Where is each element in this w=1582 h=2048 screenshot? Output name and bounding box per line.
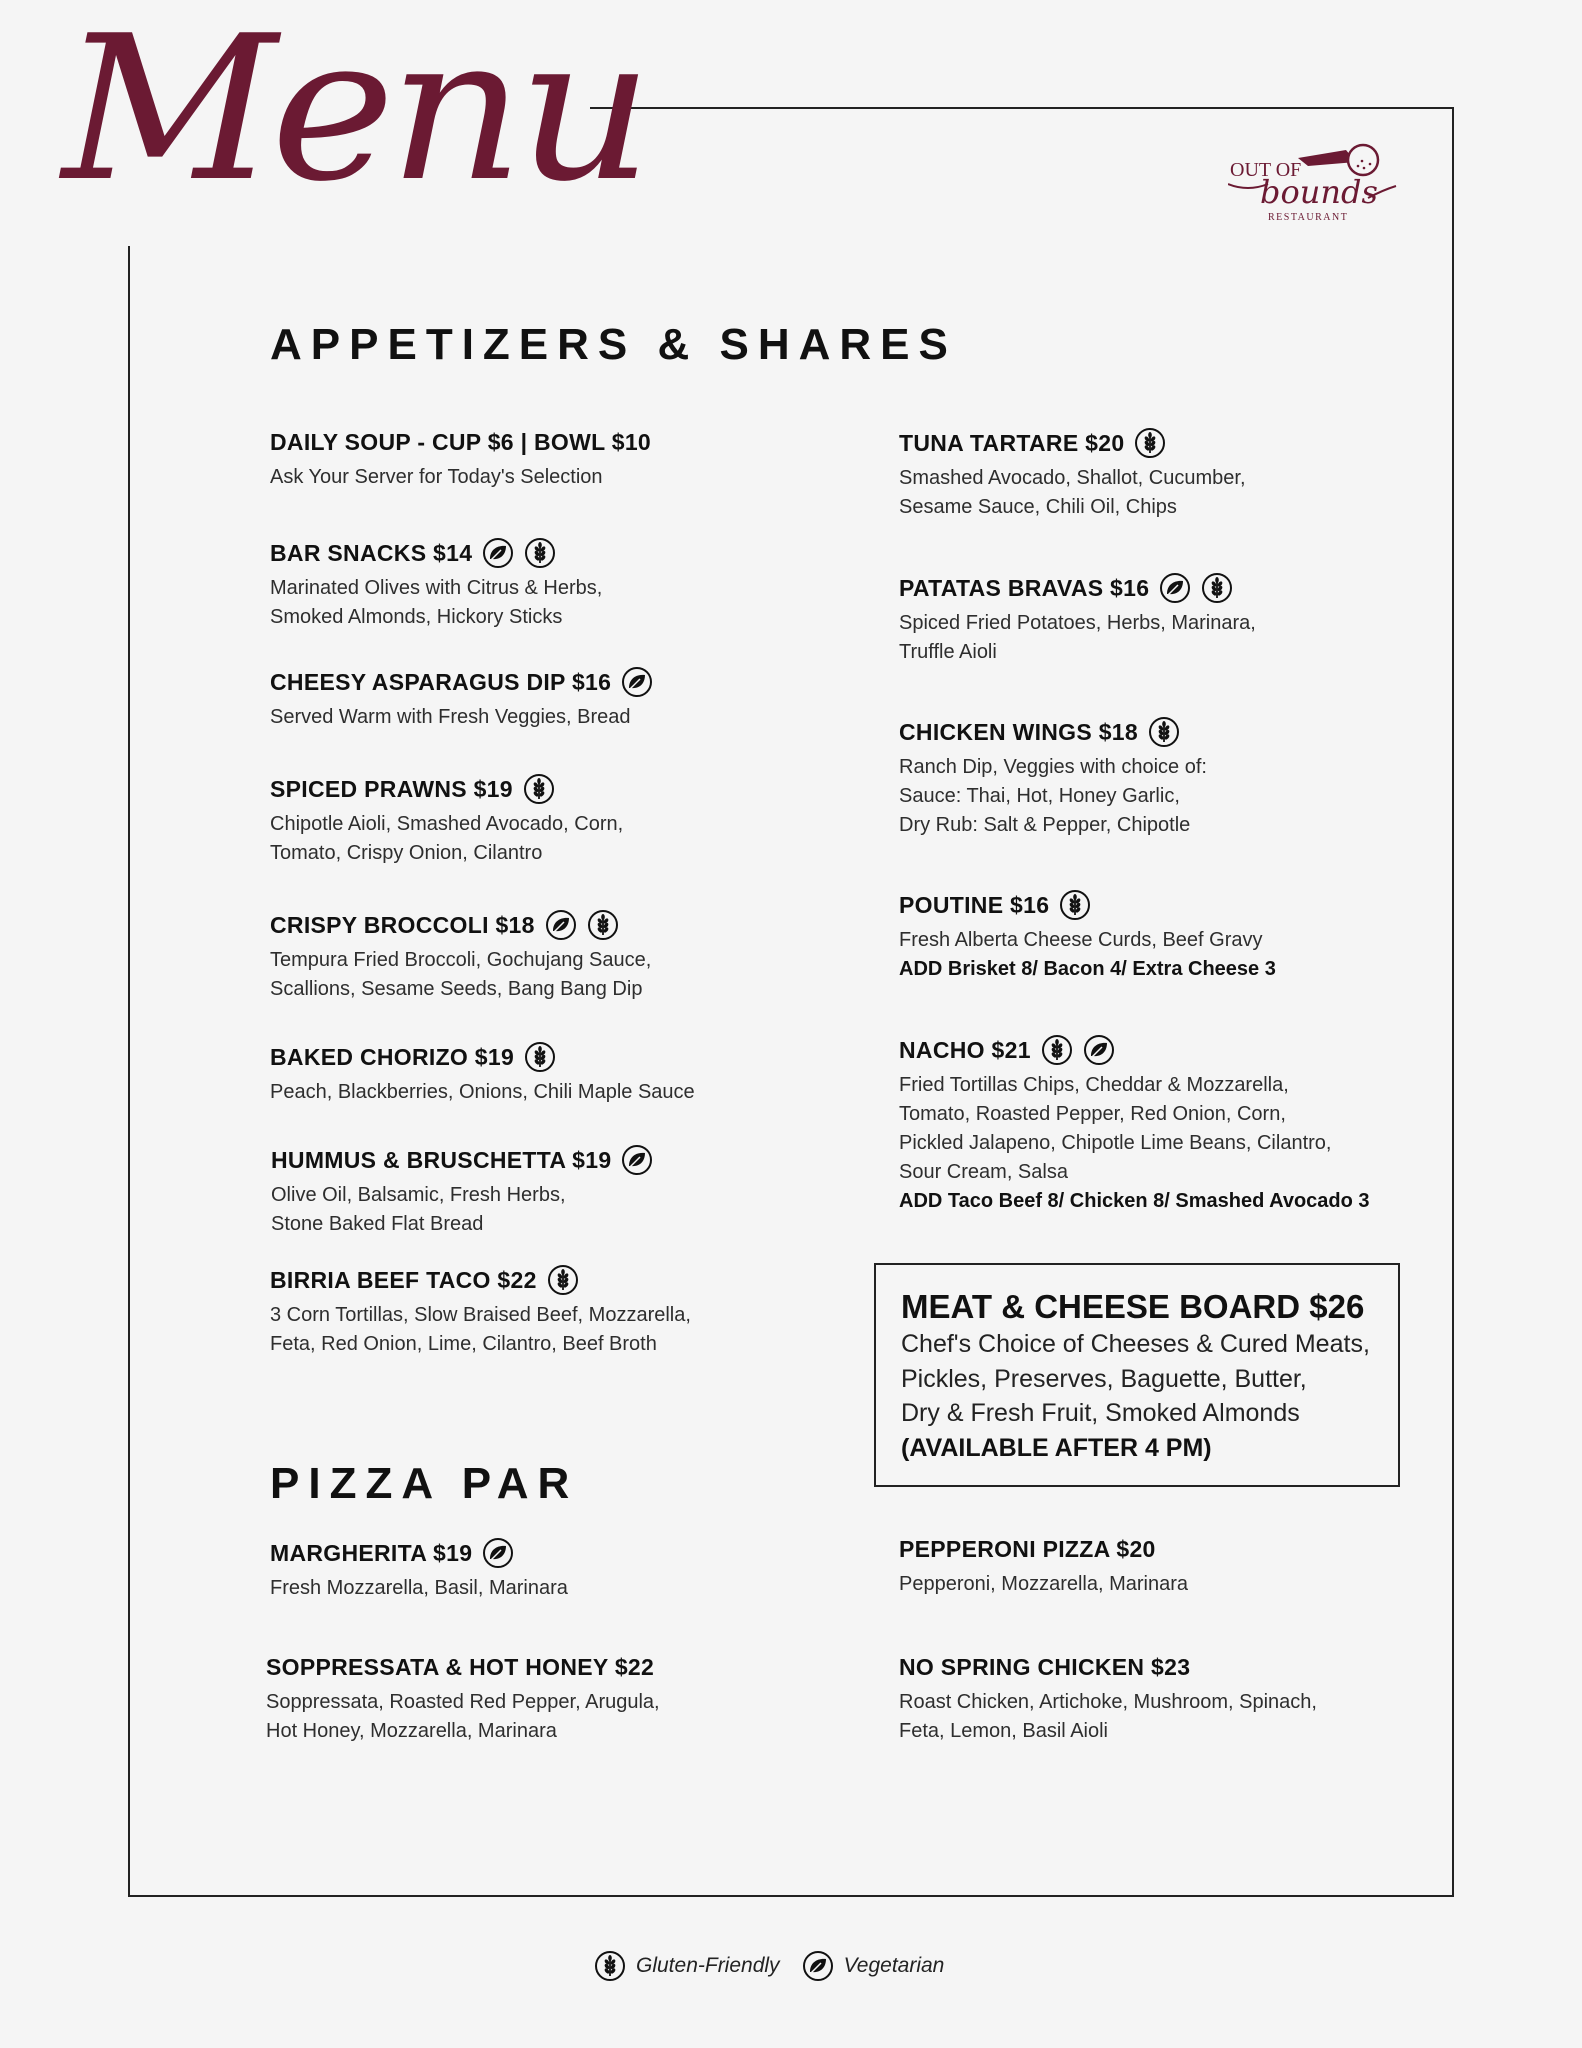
- menu-item-title: [899, 573, 1256, 603]
- vegetarian-icon: [545, 909, 577, 941]
- description-line: Pickled Jalapeno, Chipotle Lime Beans, Cilantro,: [899, 1132, 1332, 1154]
- appetizers-heading: APPETIZERS & SHARES: [270, 320, 957, 369]
- description-line: Chipotle Aioli, Smashed Avocado, Corn,: [270, 813, 624, 835]
- menu-item-name: HUMMUS & BRUSCHETTA $19: [271, 1147, 612, 1173]
- menu-item: [266, 1652, 660, 1746]
- frame-border-top: [590, 107, 1454, 109]
- description-line: Dry Rub: Salt & Pepper, Chipotle: [899, 814, 1191, 836]
- frame-border-bottom: [128, 1895, 1454, 1897]
- menu-item-name: BAKED CHORIZO $19: [270, 1044, 515, 1070]
- description-line: Olive Oil, Balsamic, Fresh Herbs,: [271, 1184, 566, 1206]
- description-line: 3 Corn Tortillas, Slow Braised Beef, Mozzarella,: [270, 1304, 691, 1326]
- menu-item-name: MARGHERITA $19: [270, 1540, 473, 1566]
- description-line: Scallions, Sesame Seeds, Bang Bang Dip: [270, 978, 643, 1000]
- menu-item-description: [899, 609, 1256, 667]
- description-line: Smoked Almonds, Hickory Sticks: [270, 606, 563, 628]
- menu-item: [270, 774, 623, 868]
- menu-item-title: [270, 667, 653, 697]
- description-line: Sour Cream, Salsa: [899, 1161, 1068, 1183]
- menu-item-title: [270, 538, 602, 568]
- description-line: Fresh Alberta Cheese Curds, Beef Gravy: [899, 929, 1263, 951]
- menu-item-name: NO SPRING CHICKEN $23: [899, 1654, 1191, 1680]
- menu-item-description: [899, 926, 1276, 984]
- menu-item: [271, 1145, 653, 1239]
- gluten-friendly-icon: [594, 1950, 626, 1982]
- menu-item: [899, 573, 1256, 667]
- menu-item-name: SOPPRESSATA & HOT HONEY $22: [266, 1654, 655, 1680]
- description-line: Pepperoni, Mozzarella, Marinara: [899, 1573, 1189, 1595]
- menu-item: [899, 1534, 1188, 1599]
- vegetarian-icon: [1159, 572, 1191, 604]
- menu-item-title: [899, 1035, 1370, 1065]
- description-line: Tomato, Crispy Onion, Cilantro: [270, 842, 543, 864]
- menu-title: Menu: [62, 0, 647, 226]
- dietary-legend: [594, 1950, 966, 1982]
- gluten-friendly-icon: [524, 1041, 556, 1073]
- menu-item-title: [270, 774, 623, 804]
- menu-item-description: [270, 946, 651, 1004]
- gluten-friendly-icon: [587, 909, 619, 941]
- board-title: MEAT & CHEESE BOARD $26: [901, 1288, 1365, 1325]
- gluten-friendly-icon: [523, 773, 555, 805]
- description-line: Stone Baked Flat Bread: [271, 1213, 484, 1235]
- menu-item: [270, 538, 602, 632]
- description-line: Sauce: Thai, Hot, Honey Garlic,: [899, 785, 1180, 807]
- menu-item-title: [899, 1534, 1188, 1564]
- menu-item-title: [270, 1042, 695, 1072]
- description-line: Hot Honey, Mozzarella, Marinara: [266, 1720, 557, 1742]
- menu-item-description: [270, 463, 651, 492]
- menu-item: [899, 428, 1246, 522]
- menu-item-name: PEPPERONI PIZZA $20: [899, 1536, 1156, 1562]
- menu-item-description: [270, 574, 602, 632]
- menu-item-title: [899, 1652, 1317, 1682]
- board-description: [901, 1327, 1370, 1465]
- description-line: Ask Your Server for Today's Selection: [270, 466, 603, 488]
- menu-item-title: [899, 890, 1276, 920]
- description-line: Marinated Olives with Citrus & Herbs,: [270, 577, 603, 599]
- legend-gluten-label: Gluten-Friendly: [636, 1954, 780, 1977]
- pizza-heading: PIZZA PAR: [270, 1459, 579, 1508]
- menu-item-description: [271, 1181, 653, 1239]
- menu-item-title: [271, 1145, 653, 1175]
- menu-item: [270, 427, 651, 492]
- menu-item-description: [270, 1574, 568, 1603]
- menu-item-description: [270, 1078, 695, 1107]
- meat-cheese-board-box: [874, 1263, 1400, 1487]
- menu-item-description: [270, 703, 653, 732]
- menu-item-description: [899, 1570, 1188, 1599]
- menu-item-title: [270, 910, 651, 940]
- vegetarian-icon: [802, 1950, 834, 1982]
- menu-item-description: [899, 1071, 1370, 1216]
- description-line: Peach, Blackberries, Onions, Chili Maple Sauce: [270, 1081, 695, 1103]
- menu-item-name: BIRRIA BEEF TACO $22: [270, 1267, 537, 1293]
- description-line: Feta, Red Onion, Lime, Cilantro, Beef Broth: [270, 1333, 657, 1355]
- board-availability: (AVAILABLE AFTER 4 PM): [901, 1433, 1212, 1462]
- menu-item-name: BAR SNACKS $14: [270, 540, 473, 566]
- menu-item-name: PATATAS BRAVAS $16: [899, 575, 1150, 601]
- description-line: Spiced Fried Potatoes, Herbs, Marinara,: [899, 612, 1256, 634]
- frame-border-left: [128, 246, 130, 1897]
- gluten-friendly-icon: [1201, 572, 1233, 604]
- menu-item-name: CHEESY ASPARAGUS DIP $16: [270, 669, 612, 695]
- logo-text-bounds: bounds: [1260, 173, 1378, 211]
- menu-item: [899, 1035, 1370, 1216]
- description-line: Roast Chicken, Artichoke, Mushroom, Spinach,: [899, 1691, 1317, 1713]
- menu-item-name: DAILY SOUP - CUP $6 | BOWL $10: [270, 429, 652, 455]
- description-line: Truffle Aioli: [899, 641, 997, 663]
- description-line: Ranch Dip, Veggies with choice of:: [899, 756, 1207, 778]
- gluten-friendly-icon: [1041, 1034, 1073, 1066]
- board-desc-line: Dry & Fresh Fruit, Smoked Almonds: [901, 1399, 1300, 1427]
- menu-item-title: [270, 427, 651, 457]
- menu-item-name: TUNA TARTARE $20: [899, 430, 1125, 456]
- vegetarian-icon: [621, 666, 653, 698]
- menu-item-title: [899, 717, 1207, 747]
- menu-item-description: [270, 810, 623, 868]
- board-desc-line: Chef's Choice of Cheeses & Cured Meats,: [901, 1330, 1370, 1358]
- description-line: Fried Tortillas Chips, Cheddar & Mozzarella,: [899, 1074, 1289, 1096]
- menu-item-description: [270, 1301, 691, 1359]
- menu-item: [899, 890, 1276, 984]
- board-desc-line: Pickles, Preserves, Baguette, Butter,: [901, 1364, 1307, 1393]
- menu-item: [270, 1538, 568, 1603]
- menu-item-title: [266, 1652, 660, 1682]
- menu-item-addons: ADD Taco Beef 8/ Chicken 8/ Smashed Avocado 3: [899, 1190, 1370, 1212]
- description-line: Served Warm with Fresh Veggies, Bread: [270, 706, 631, 728]
- menu-item-title: [899, 428, 1246, 458]
- menu-item: [899, 717, 1207, 840]
- description-line: Tomato, Roasted Pepper, Red Onion, Corn,: [899, 1103, 1286, 1125]
- description-line: Tempura Fried Broccoli, Gochujang Sauce,: [270, 949, 652, 971]
- gluten-friendly-icon: [524, 537, 556, 569]
- description-line: Fresh Mozzarella, Basil, Marinara: [270, 1577, 568, 1599]
- menu-item-title: [270, 1265, 691, 1295]
- menu-item-name: CRISPY BROCCOLI $18: [270, 912, 535, 938]
- logo-text-out-of: OUT OF: [1230, 159, 1302, 181]
- menu-item: [270, 1265, 691, 1359]
- gluten-friendly-icon: [1059, 889, 1091, 921]
- description-line: Soppressata, Roasted Red Pepper, Arugula,: [266, 1691, 660, 1713]
- menu-item: [899, 1652, 1317, 1746]
- menu-item-title: [270, 1538, 568, 1568]
- menu-item-name: NACHO $21: [899, 1037, 1031, 1063]
- description-line: Feta, Lemon, Basil Aioli: [899, 1720, 1108, 1742]
- description-line: Smashed Avocado, Shallot, Cucumber,: [899, 467, 1246, 489]
- menu-item-description: [899, 464, 1246, 522]
- gluten-friendly-icon: [547, 1264, 579, 1296]
- menu-item: [270, 910, 651, 1004]
- frame-border-right: [1452, 107, 1454, 1897]
- vegetarian-icon: [621, 1144, 653, 1176]
- vegetarian-icon: [1083, 1034, 1115, 1066]
- restaurant-logo: [1228, 140, 1398, 225]
- menu-item-name: POUTINE $16: [899, 892, 1050, 918]
- description-line: Sesame Sauce, Chili Oil, Chips: [899, 496, 1177, 518]
- menu-item: [270, 1042, 695, 1107]
- menu-item: [270, 667, 653, 732]
- menu-item-description: [266, 1688, 660, 1746]
- gluten-friendly-icon: [1134, 427, 1166, 459]
- menu-item-addons: ADD Brisket 8/ Bacon 4/ Extra Cheese 3: [899, 958, 1276, 980]
- menu-item-name: CHICKEN WINGS $18: [899, 719, 1138, 745]
- menu-item-description: [899, 1688, 1317, 1746]
- legend-vegetarian-label: Vegetarian: [843, 1954, 945, 1977]
- menu-item-name: SPICED PRAWNS $19: [270, 776, 513, 802]
- vegetarian-icon: [482, 537, 514, 569]
- logo-text-restaurant: RESTAURANT: [1268, 212, 1349, 223]
- menu-item-description: [899, 753, 1207, 840]
- gluten-friendly-icon: [1148, 716, 1180, 748]
- vegetarian-icon: [482, 1537, 514, 1569]
